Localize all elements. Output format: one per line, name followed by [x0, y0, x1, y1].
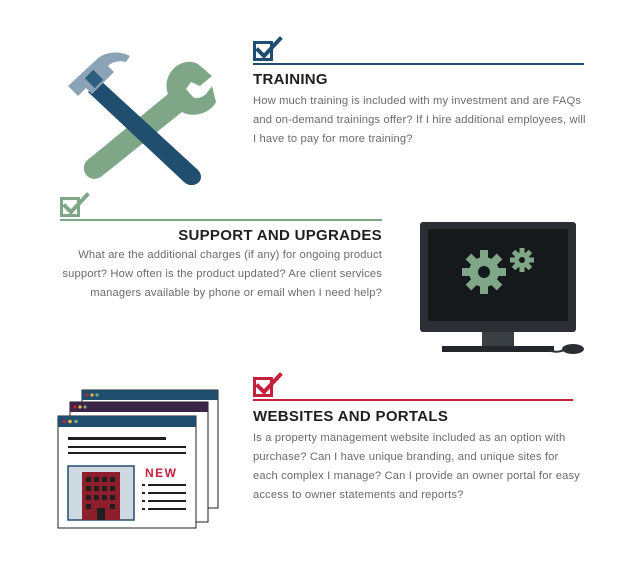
checkbox-check-icon	[60, 192, 90, 218]
section-body: Is a property management website included as an option with purchase? Can I have unique branding, and unique sites for each complex I manage? Can I provide an owner portal for easy access to owner statements and reports?	[253, 432, 580, 501]
tools-icon	[60, 42, 220, 187]
monitor-stand	[482, 332, 514, 346]
gear-icon	[510, 248, 534, 272]
section-body: How much training is included with my investment and are FAQs and on-demand trainings offer? If I hire additional employees, will I have to pay for more training?	[253, 95, 586, 145]
section-heading: TRAINING	[253, 71, 328, 88]
checkbox-check-icon	[253, 372, 283, 398]
new-badge: NEW	[145, 466, 178, 480]
monitor-base	[442, 346, 554, 352]
monitor-gears-icon	[418, 220, 588, 358]
browser-windows-icon	[56, 388, 226, 533]
mouse-icon	[562, 344, 584, 354]
gear-icon	[462, 250, 506, 294]
section-heading: SUPPORT AND UPGRADES	[178, 227, 382, 244]
section-divider	[253, 399, 573, 401]
checkbox-check-icon	[253, 36, 283, 62]
section-divider	[253, 63, 584, 65]
section-heading: WEBSITES AND PORTALS	[253, 408, 449, 425]
section-body: What are the additional charges (if any) for ongoing product support? How often is the product updated? Are client services managers available by phone or email when I need help?	[62, 249, 382, 299]
section-divider	[60, 219, 382, 221]
